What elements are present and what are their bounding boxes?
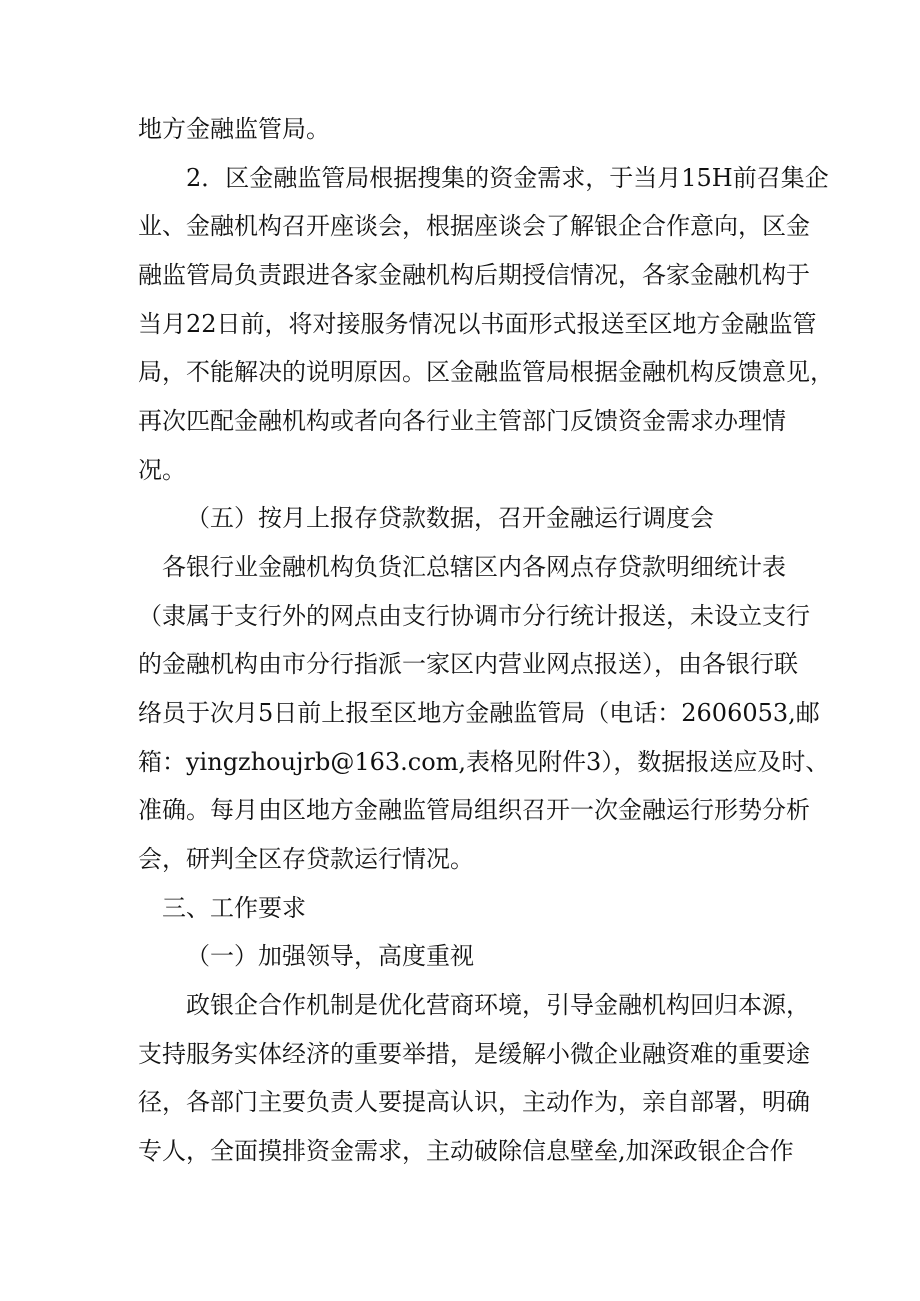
section-heading: 三、工作要求: [162, 894, 306, 922]
subsection-heading: （一）加强领导，高度重视: [186, 942, 474, 970]
text-line: 再次匹配金融机构或者向各行业主管部门反馈资金需求办理情: [138, 407, 786, 435]
text-line: 2．区金融监管局根据搜集的资金需求，于当月15H前召集企: [186, 164, 829, 192]
text-line: 会，研判全区存贷款运行情况。: [138, 845, 474, 873]
text-line: 当月22日前，将对接服务情况以书面形式报送至区地方金融监管: [138, 310, 817, 338]
text-line: 专人，全面摸排资金需求，主动破除信息壁垒,加深政银企合作: [138, 1137, 794, 1165]
text-line: 支持服务实体经济的重要举措，是缓解小微企业融资难的重要途: [138, 1040, 810, 1068]
text-line: 政银企合作机制是优化营商环境，引导金融机构回归本源，: [186, 991, 810, 1019]
text-line: 准确。每月由区地方金融监管局组织召开一次金融运行形势分析: [138, 796, 810, 824]
text-line: 局，不能解决的说明原因。区金融监管局根据金融机构反馈意见，: [138, 358, 834, 386]
text-line: （隶属于支行外的网点由支行协调市分行统计报送，未设立支行: [138, 602, 810, 630]
text-line: 融监管局负责跟进各家金融机构后期授信情况，各家金融机构于: [138, 261, 810, 289]
text-line: 的金融机构由市分行指派一家区内营业网点报送），由各银行联: [138, 650, 798, 678]
text-line: 箱：yingzhoujrb@163.com,表格见附件3），数据报送应及时、: [138, 748, 830, 776]
text-line: 业、金融机构召开座谈会，根据座谈会了解银企合作意向，区金: [138, 212, 810, 240]
text-line: 络员于次月5日前上报至区地方金融监管局（电话：2606053,邮: [138, 699, 820, 727]
section-heading: （五）按月上报存贷款数据，召开金融运行调度会: [186, 504, 714, 532]
text-line: 地方金融监管局。: [138, 115, 330, 143]
text-line: 况。: [138, 456, 186, 484]
text-line: 径，各部门主要负责人要提高认识，主动作为，亲自部署，明确: [138, 1088, 810, 1116]
text-line: 各银行业金融机构负货汇总辖区内各网点存贷款明细统计表: [162, 553, 786, 581]
